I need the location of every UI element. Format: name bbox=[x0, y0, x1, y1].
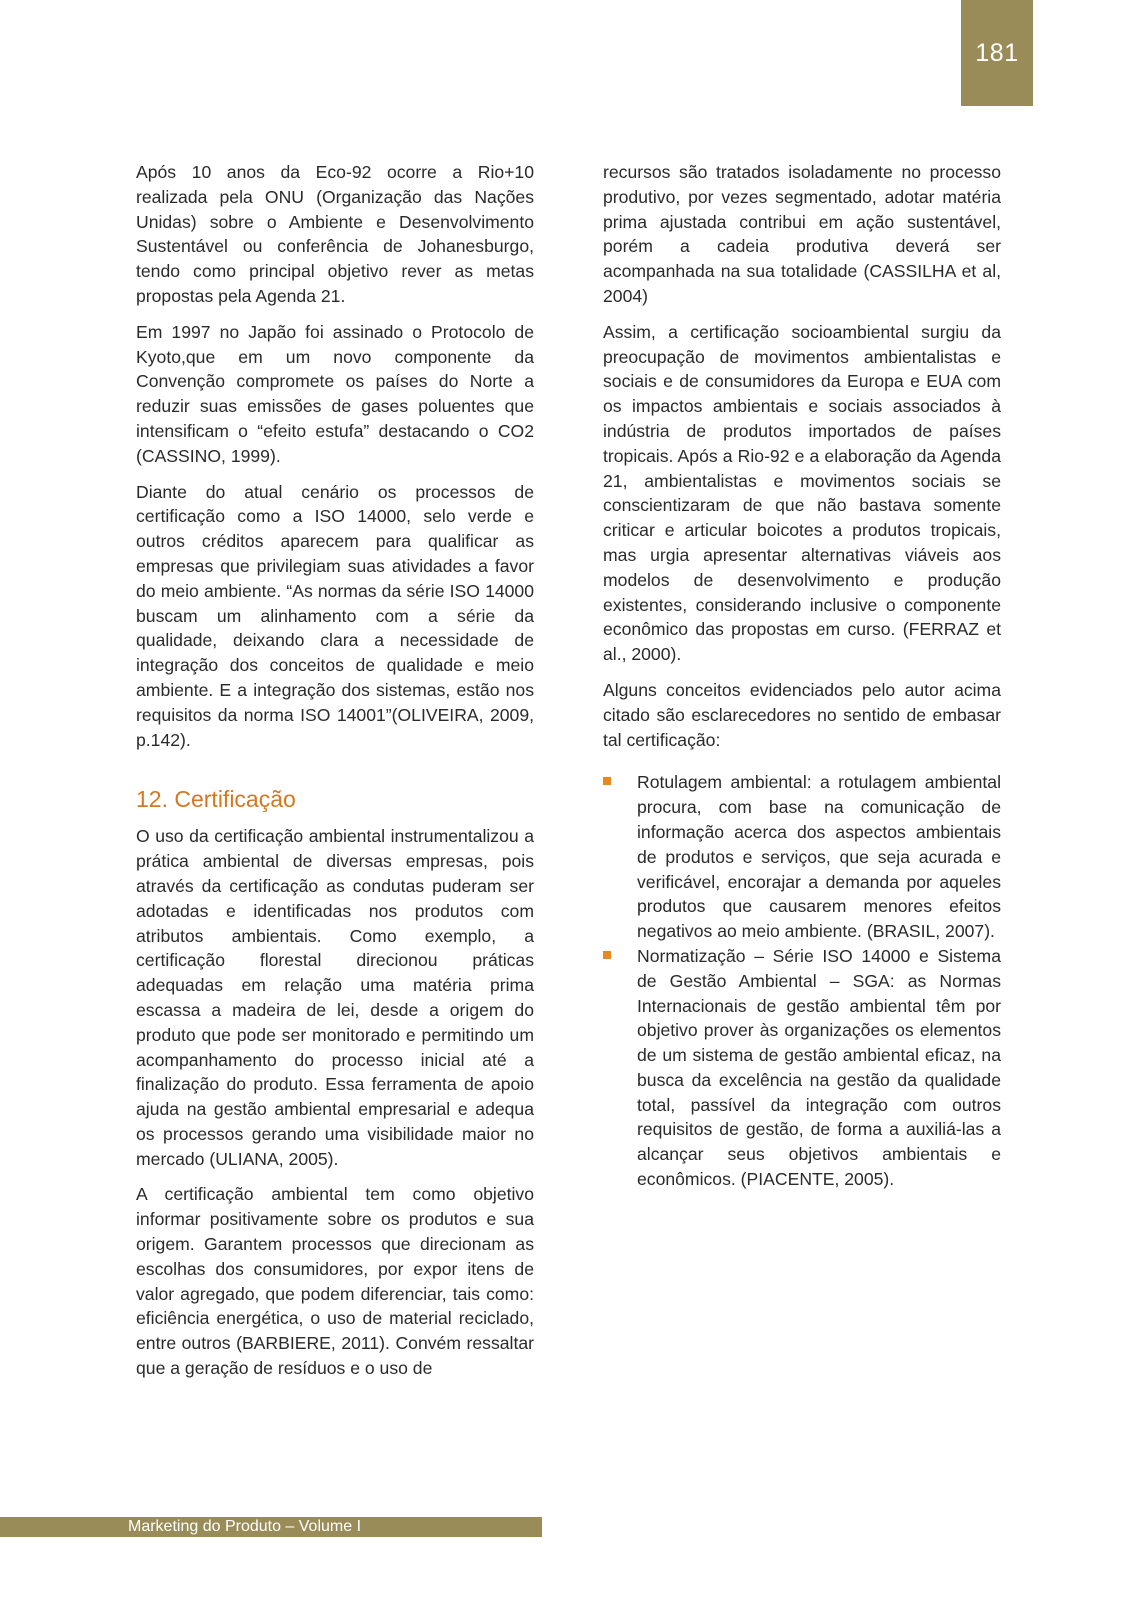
right-column bbox=[603, 160, 1001, 1192]
footer-bar bbox=[0, 1517, 542, 1537]
page-number-tab bbox=[961, 0, 1033, 106]
paragraph: Alguns conceitos evidenciados pelo autor acima citado são esclarecedores no sentido de embasar tal certificação: bbox=[603, 679, 1001, 750]
paragraph: O uso da certificação ambiental instrumentalizou a prática ambiental de diversas empresas, pois através da certificação as condutas puderam ser adotadas e identificadas nos produtos com atributos ambientais. Como exemplo, a certificação florestal direcionou práticas adequadas em relação uma matéria prima escassa a madeira de lei, desde a origem do produto que pode ser monitorado e permitindo um acompanhamento do processo inicial até a finalização do produto. Essa ferramenta de apoio ajuda na gestão ambiental empresarial e adequa os processos gerando uma visibilidade maior no mercado (ULIANA, 2005). bbox=[136, 826, 534, 1169]
paragraph: Diante do atual cenário os processos de certificação como a ISO 14000, selo verde e outros créditos aparecem para qualificar as empresas que privilegiam suas atividades a favor do meio ambiente. “As normas da série ISO 14000 buscam um alinhamento com a série da qualidade, deixando clara a necessidade de integração dos conceitos de qualidade e meio ambiente. E a integração dos sistemas, estão nos requisitos da norma ISO 14001”(OLIVEIRA, 2009, p.142). bbox=[136, 481, 534, 750]
paragraph: Após 10 anos da Eco-92 ocorre a Rio+10 realizada pela ONU (Organização das Nações Unidas) sobre o Ambiente e Desenvolvimento Sustentável ou conferência de Johanesburgo, tendo como principal objetivo rever as metas propostas pela Agenda 21. bbox=[136, 162, 534, 306]
list-item bbox=[603, 770, 1001, 944]
paragraph: A certificação ambiental tem como objetivo informar positivamente sobre os produtos e sua origem. Garantem processos que direcionam as escolhas dos consumidores, por expor itens de valor agregado, que podem diferenciar, tais como: eficiência energética, o uso de material reciclado, entre outros (BARBIERE, 2011). Convém ressaltar que a geração de resíduos e o uso de bbox=[136, 1184, 534, 1379]
paragraph: recursos são tratados isoladamente no processo produtivo, por vezes segmentado, adotar matéria prima ajustada contribui em ação sustentável, porém a cadeia produtiva deverá ser acompanhada na sua totalidade (CASSILHA et al, 2004) bbox=[603, 162, 1001, 306]
paragraph: Assim, a certificação socioambiental surgiu da preocupação de movimentos ambientalistas e sociais e de consumidores da Europa e EUA com os impactos ambientais e sociais associados à indústria de produtos importados de países tropicais. Após a Rio-92 e a elaboração da Agenda 21, ambientalistas e movimentos sociais se conscientizaram de que não bastava somente criticar e articular boicotes a produtos tropicais, mas urgia apresentar alternativas viáveis aos modelos de desenvolvimento e produção existentes, considerando inclusive o componente econômico das propostas em curso. (FERRAZ et al., 2000). bbox=[603, 321, 1001, 665]
bullet-list bbox=[603, 770, 1001, 1192]
list-item-text: Normatização – Série ISO 14000 e Sistema de Gestão Ambiental – SGA: as Normas Internacionais de gestão ambiental têm por objetivo prover às organizações os elementos de um sistema de gestão ambiental eficaz, na busca da excelência na gestão da qualidade total, passível da integração com outros requisitos de gestão, de forma a auxiliá-las a alcançar seus objetivos ambientais e econômicos. (PIACENTE, 2005). bbox=[637, 945, 1001, 1190]
page-number: 181 bbox=[975, 38, 1019, 67]
list-item-text: Rotulagem ambiental: a rotulagem ambiental procura, com base na comunicação de informação acerca dos aspectos ambientais de produtos e serviços, que seja acurada e verificável, encorajar a demanda por aqueles produtos que causarem menores efeitos negativos ao meio ambiente. (BRASIL, 2007). bbox=[637, 772, 1001, 942]
paragraph: Em 1997 no Japão foi assinado o Protocolo de Kyoto,que em um novo componente da Convenção compromete os países do Norte a reduzir suas emissões de gases poluentes que intensificam o “efeito estufa” destacando o CO2 (CASSINO, 1999). bbox=[136, 321, 534, 466]
square-bullet-icon bbox=[603, 951, 611, 959]
left-column bbox=[136, 160, 534, 1392]
footer-title: Marketing do Produto – Volume I bbox=[128, 1518, 362, 1535]
section-heading: 12. Certificação bbox=[136, 786, 296, 813]
list-item bbox=[603, 944, 1001, 1192]
square-bullet-icon bbox=[603, 777, 611, 785]
